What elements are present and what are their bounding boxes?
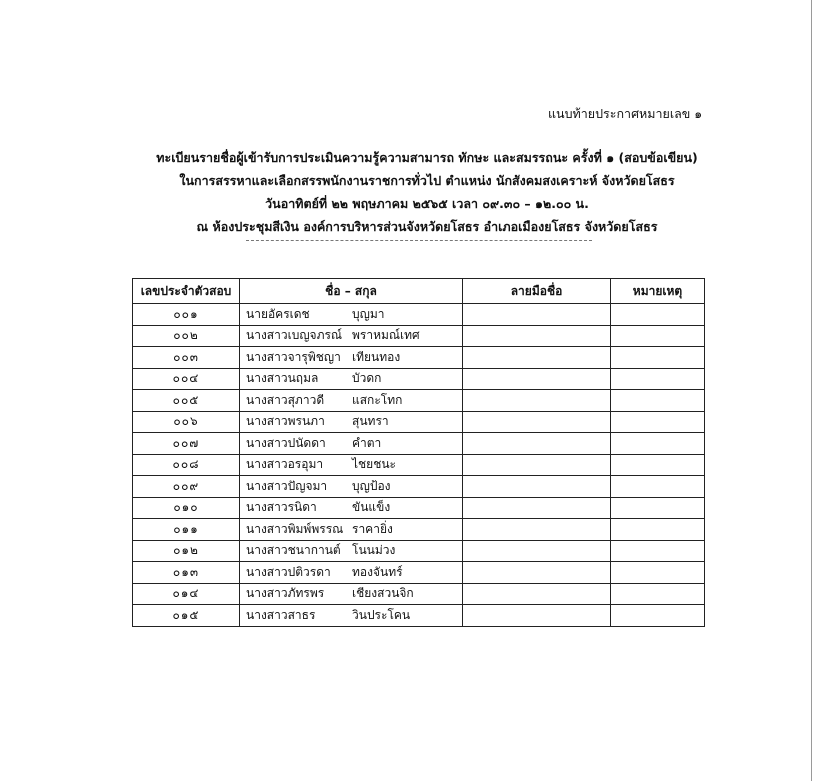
first-name: นางสาวปติวรดา	[246, 564, 331, 579]
first-name: นางสาวปัญจมา	[246, 478, 328, 493]
remarks-cell	[611, 605, 705, 627]
first-name: นางสาวพรนภา	[246, 414, 325, 429]
remarks-cell	[611, 583, 705, 605]
exam-id-cell: ๐๑๐	[133, 497, 240, 519]
name-cell	[240, 605, 463, 627]
signature-cell[interactable]	[463, 390, 611, 412]
signature-cell[interactable]	[463, 540, 611, 562]
name-cell	[240, 540, 463, 562]
table-header-row	[133, 279, 705, 304]
header-line-2: ในการสรรหาและเลือกสรรพนักงานราชการทั่วไป ตำแหน่ง นักสังคมสงเคราะห์ จังหวัดยโสธร	[179, 173, 675, 188]
name-cell	[240, 454, 463, 476]
table-row	[133, 605, 705, 627]
header-line-4: ณ ห้องประชุมสีเงิน องค์การบริหารส่วนจังหวัดยโสธร อำเภอเมืองยโสธร จังหวัดยโสธร	[196, 219, 658, 234]
remarks-cell	[611, 476, 705, 498]
last-name: ขันแข็ง	[352, 500, 391, 515]
signature-cell[interactable]	[463, 304, 611, 326]
signature-cell[interactable]	[463, 583, 611, 605]
table-row	[133, 390, 705, 412]
last-name: บุญป้อง	[352, 478, 391, 493]
signature-cell[interactable]	[463, 325, 611, 347]
candidate-table	[132, 278, 705, 627]
table-row	[133, 368, 705, 390]
exam-id-cell: ๐๐๕	[133, 390, 240, 412]
first-name: นางสาวสาธร	[246, 607, 316, 622]
page-edge	[811, 0, 812, 781]
remarks-cell	[611, 390, 705, 412]
name-cell	[240, 411, 463, 433]
table-row	[133, 454, 705, 476]
signature-cell[interactable]	[463, 411, 611, 433]
last-name: คำตา	[352, 435, 382, 450]
signature-cell[interactable]	[463, 562, 611, 584]
name-cell	[240, 497, 463, 519]
exam-id-cell: ๐๐๘	[133, 454, 240, 476]
exam-id-cell: ๐๑๔	[133, 583, 240, 605]
last-name: เทียนทอง	[352, 349, 401, 364]
remarks-cell	[611, 325, 705, 347]
last-name: บุญมา	[352, 306, 385, 321]
first-name: นางสาวนฤมล	[246, 371, 319, 386]
remarks-cell	[611, 347, 705, 369]
column-header-exam-id: เลขประจำตัวสอบ	[133, 279, 240, 304]
name-cell	[240, 433, 463, 455]
exam-id-cell: ๐๐๒	[133, 325, 240, 347]
first-name: นายอัครเดช	[246, 306, 310, 321]
table-row	[133, 540, 705, 562]
signature-cell[interactable]	[463, 605, 611, 627]
first-name: นางสาวปนัดดา	[246, 435, 326, 450]
table-row	[133, 325, 705, 347]
signature-cell[interactable]	[463, 519, 611, 541]
table-row	[133, 411, 705, 433]
table-row	[133, 476, 705, 498]
remarks-cell	[611, 540, 705, 562]
table-row	[133, 347, 705, 369]
header-line-1: ทะเบียนรายชื่อผู้เข้ารับการประเมินความรู้ความสามารถ ทักษะ และสมรรถนะ ครั้งที่ ๑ (สอบข้อเขียน)	[156, 150, 698, 165]
exam-id-cell: ๐๐๓	[133, 347, 240, 369]
column-header-signature: ลายมือชื่อ	[463, 279, 611, 304]
last-name: ไชยชนะ	[352, 457, 397, 472]
last-name: ราคายิ่ง	[352, 521, 393, 536]
signature-cell[interactable]	[463, 368, 611, 390]
name-cell	[240, 519, 463, 541]
remarks-cell	[611, 304, 705, 326]
exam-id-cell: ๐๐๖	[133, 411, 240, 433]
name-cell	[240, 562, 463, 584]
exam-id-cell: ๐๐๗	[133, 433, 240, 455]
remarks-cell	[611, 497, 705, 519]
name-cell	[240, 347, 463, 369]
exam-id-cell: ๐๐๑	[133, 304, 240, 326]
dashed-separator	[246, 240, 592, 241]
signature-cell[interactable]	[463, 454, 611, 476]
annex-label: แนบท้ายประกาศหมายเลข ๑	[548, 106, 703, 121]
table-row	[133, 433, 705, 455]
remarks-cell	[611, 519, 705, 541]
table-body	[133, 304, 705, 627]
last-name: พราหมณ์เทศ	[352, 328, 420, 343]
signature-cell[interactable]	[463, 476, 611, 498]
exam-id-cell: ๐๑๒	[133, 540, 240, 562]
name-cell	[240, 325, 463, 347]
table-row	[133, 583, 705, 605]
table-row	[133, 562, 705, 584]
document-header	[0, 146, 814, 238]
last-name: แสกะโทก	[352, 392, 403, 407]
signature-cell[interactable]	[463, 433, 611, 455]
last-name: วินประโคน	[352, 607, 411, 622]
exam-id-cell: ๐๑๑	[133, 519, 240, 541]
remarks-cell	[611, 433, 705, 455]
header-line-3: วันอาทิตย์ที่ ๒๒ พฤษภาคม ๒๕๖๕ เวลา ๐๙.๓๐ – ๑๒.๐๐ น.	[265, 196, 589, 211]
first-name: นางสาวอรอุมา	[246, 457, 324, 472]
table-row	[133, 497, 705, 519]
signature-cell[interactable]	[463, 497, 611, 519]
exam-id-cell: ๐๑๕	[133, 605, 240, 627]
first-name: นางสาวเบญจภรณ์	[246, 328, 343, 343]
signature-cell[interactable]	[463, 347, 611, 369]
last-name: โนนม่วง	[352, 543, 396, 558]
last-name: บัวดก	[352, 371, 382, 386]
exam-id-cell: ๐๐๙	[133, 476, 240, 498]
exam-id-cell: ๐๑๓	[133, 562, 240, 584]
remarks-cell	[611, 454, 705, 476]
table-row	[133, 519, 705, 541]
name-cell	[240, 583, 463, 605]
name-cell	[240, 476, 463, 498]
remarks-cell	[611, 562, 705, 584]
first-name: นางสาวชนากานต์	[246, 543, 341, 558]
first-name: นางสาวจารุพิชญา	[246, 349, 341, 364]
last-name: เชียงสวนจิก	[352, 586, 414, 601]
first-name: นางสาวรนิดา	[246, 500, 317, 515]
name-cell	[240, 368, 463, 390]
table-row	[133, 304, 705, 326]
last-name: ทองจันทร์	[352, 564, 403, 579]
name-cell	[240, 304, 463, 326]
first-name: นางสาวสุภาวดี	[246, 392, 325, 407]
exam-id-cell: ๐๐๔	[133, 368, 240, 390]
first-name: นางสาวภัทรพร	[246, 586, 325, 601]
remarks-cell	[611, 368, 705, 390]
remarks-cell	[611, 411, 705, 433]
last-name: สุนทรา	[352, 414, 389, 429]
first-name: นางสาวพิมพ์พรรณ	[246, 521, 344, 536]
column-header-name: ชื่อ – สกุล	[240, 279, 463, 304]
column-header-remarks: หมายเหตุ	[611, 279, 705, 304]
name-cell	[240, 390, 463, 412]
